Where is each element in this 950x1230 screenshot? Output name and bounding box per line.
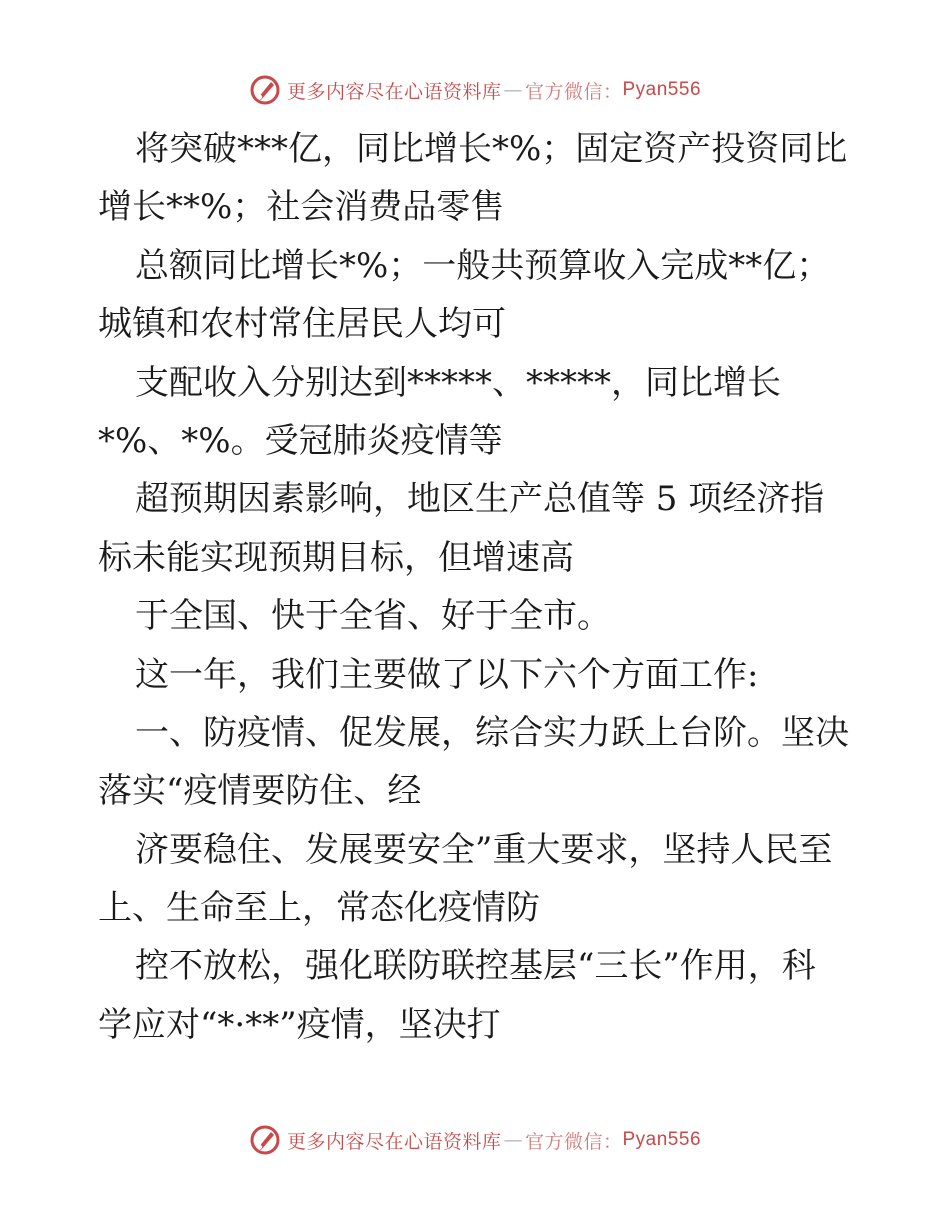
header-watermark bbox=[0, 70, 950, 110]
text-line: 这一年，我们主要做了以下六个方面工作: bbox=[135, 654, 759, 695]
text-line: 落实“疫情要防住、经 bbox=[98, 771, 422, 812]
quill-logo-icon bbox=[249, 74, 281, 106]
text-line: 超预期因素影响，地区生产总值等 5 项经济指 bbox=[135, 479, 825, 520]
text-line: 一、防疫情、促发展，综合实力跃上台阶。坚决 bbox=[135, 712, 849, 753]
text-line: 增长**%；社会消费品零售 bbox=[98, 187, 505, 228]
watermark-wechat-id: Pyan556 bbox=[622, 79, 702, 100]
watermark-dash: — bbox=[503, 1129, 523, 1151]
watermark-wechat-id: Pyan556 bbox=[622, 1129, 702, 1150]
text-line: 上、生命至上，常态化疫情防 bbox=[98, 888, 540, 929]
text-line: 标未能实现预期目标，但增速高 bbox=[98, 537, 574, 578]
text-line: 学应对“*·**”疫情，坚决打 bbox=[98, 1004, 501, 1045]
watermark-wechat-label: 官方微信： bbox=[524, 1130, 623, 1153]
text-line: 将突破***亿，同比增长*%；固定资产投资同比 bbox=[135, 129, 848, 169]
footer-watermark bbox=[0, 1120, 950, 1160]
text-line: 总额同比增长*%；一般共预算收入完成**亿； bbox=[135, 245, 831, 286]
text-line: 于全国、快于全省、好于全市。 bbox=[135, 596, 611, 637]
watermark-wechat-label: 官方微信： bbox=[524, 80, 623, 103]
text-line: 控不放松，强化联防联控基层“三长”作用，科 bbox=[135, 946, 816, 987]
text-line: 支配收入分别达到*****、*****，同比增长 bbox=[135, 362, 781, 403]
watermark-text: 更多内容尽在心语资料库 bbox=[286, 80, 502, 103]
text-line: 济要稳住、发展要安全”重大要求，坚持人民至 bbox=[135, 829, 833, 870]
text-line: 城镇和农村常住居民人均可 bbox=[98, 304, 506, 345]
document-body bbox=[98, 120, 858, 1054]
watermark-text: 更多内容尽在心语资料库 bbox=[286, 1130, 502, 1153]
text-line: *%、*%。受冠肺炎疫情等 bbox=[98, 420, 503, 461]
quill-logo-icon bbox=[249, 1124, 281, 1156]
watermark-dash: — bbox=[503, 79, 523, 101]
